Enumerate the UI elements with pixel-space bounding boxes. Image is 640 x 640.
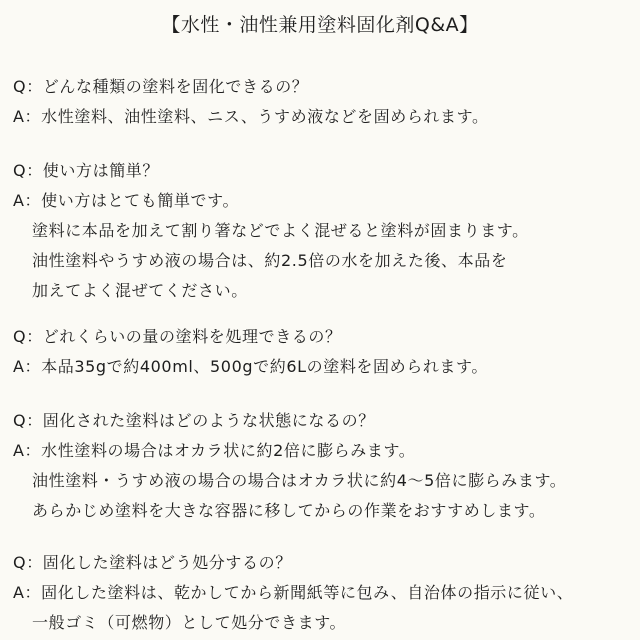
qa-block-3 bbox=[13, 322, 635, 382]
answer-4-line-2: 油性塗料・うすめ液の場合の場合はオカラ状に約4～5倍に膨らみます。 bbox=[32, 471, 567, 490]
question-2: Q：使い方は簡単？ bbox=[13, 161, 159, 180]
question-1: Q：どんな種類の塗料を固化できるの？ bbox=[13, 77, 309, 96]
answer-5-line-2: 一般ゴミ（可燃物）として処分できます。 bbox=[32, 613, 347, 632]
question-4: Q：固化された塗料はどのような状態になるの？ bbox=[13, 411, 375, 430]
question-3: Q：どれくらいの量の塗料を処理できるの？ bbox=[13, 327, 342, 346]
answer-3-line-1: A：本品35gで約400ml、500gで約6Lの塗料を固められます。 bbox=[13, 357, 488, 376]
answer-4-line-3: あらかじめ塗料を大きな容器に移してからの作業をおすすめします。 bbox=[32, 501, 546, 520]
answer-5-line-1: A：固化した塗料は、乾かしてから新聞紙等に包み、自治体の指示に従い、 bbox=[13, 583, 574, 602]
answer-2-line-4: 加えてよく混ぜてください。 bbox=[32, 281, 248, 300]
page-title: 【水性・油性兼用塗料固化剤Q&A】 bbox=[161, 14, 479, 36]
question-5: Q：固化した塗料はどう処分するの？ bbox=[13, 553, 292, 572]
answer-4-line-1: A：水性塗料の場合はオカラ状に約2倍に膨らみます。 bbox=[13, 441, 416, 460]
answer-2-line-1: A：使い方はとても簡単です。 bbox=[13, 191, 240, 210]
qa-block-4 bbox=[13, 406, 635, 526]
qa-block-1 bbox=[13, 72, 635, 132]
qa-block-2 bbox=[13, 156, 635, 306]
answer-2-line-3: 油性塗料やうすめ液の場合は、約2.5倍の水を加えた後、本品を bbox=[32, 251, 508, 270]
answer-2-line-2: 塗料に本品を加えて割り箸などでよく混ぜると塗料が固まります。 bbox=[32, 221, 529, 240]
qa-block-5 bbox=[13, 548, 635, 638]
answer-1-line-1: A：水性塗料、油性塗料、ニス、うすめ液などを固められます。 bbox=[13, 107, 489, 126]
